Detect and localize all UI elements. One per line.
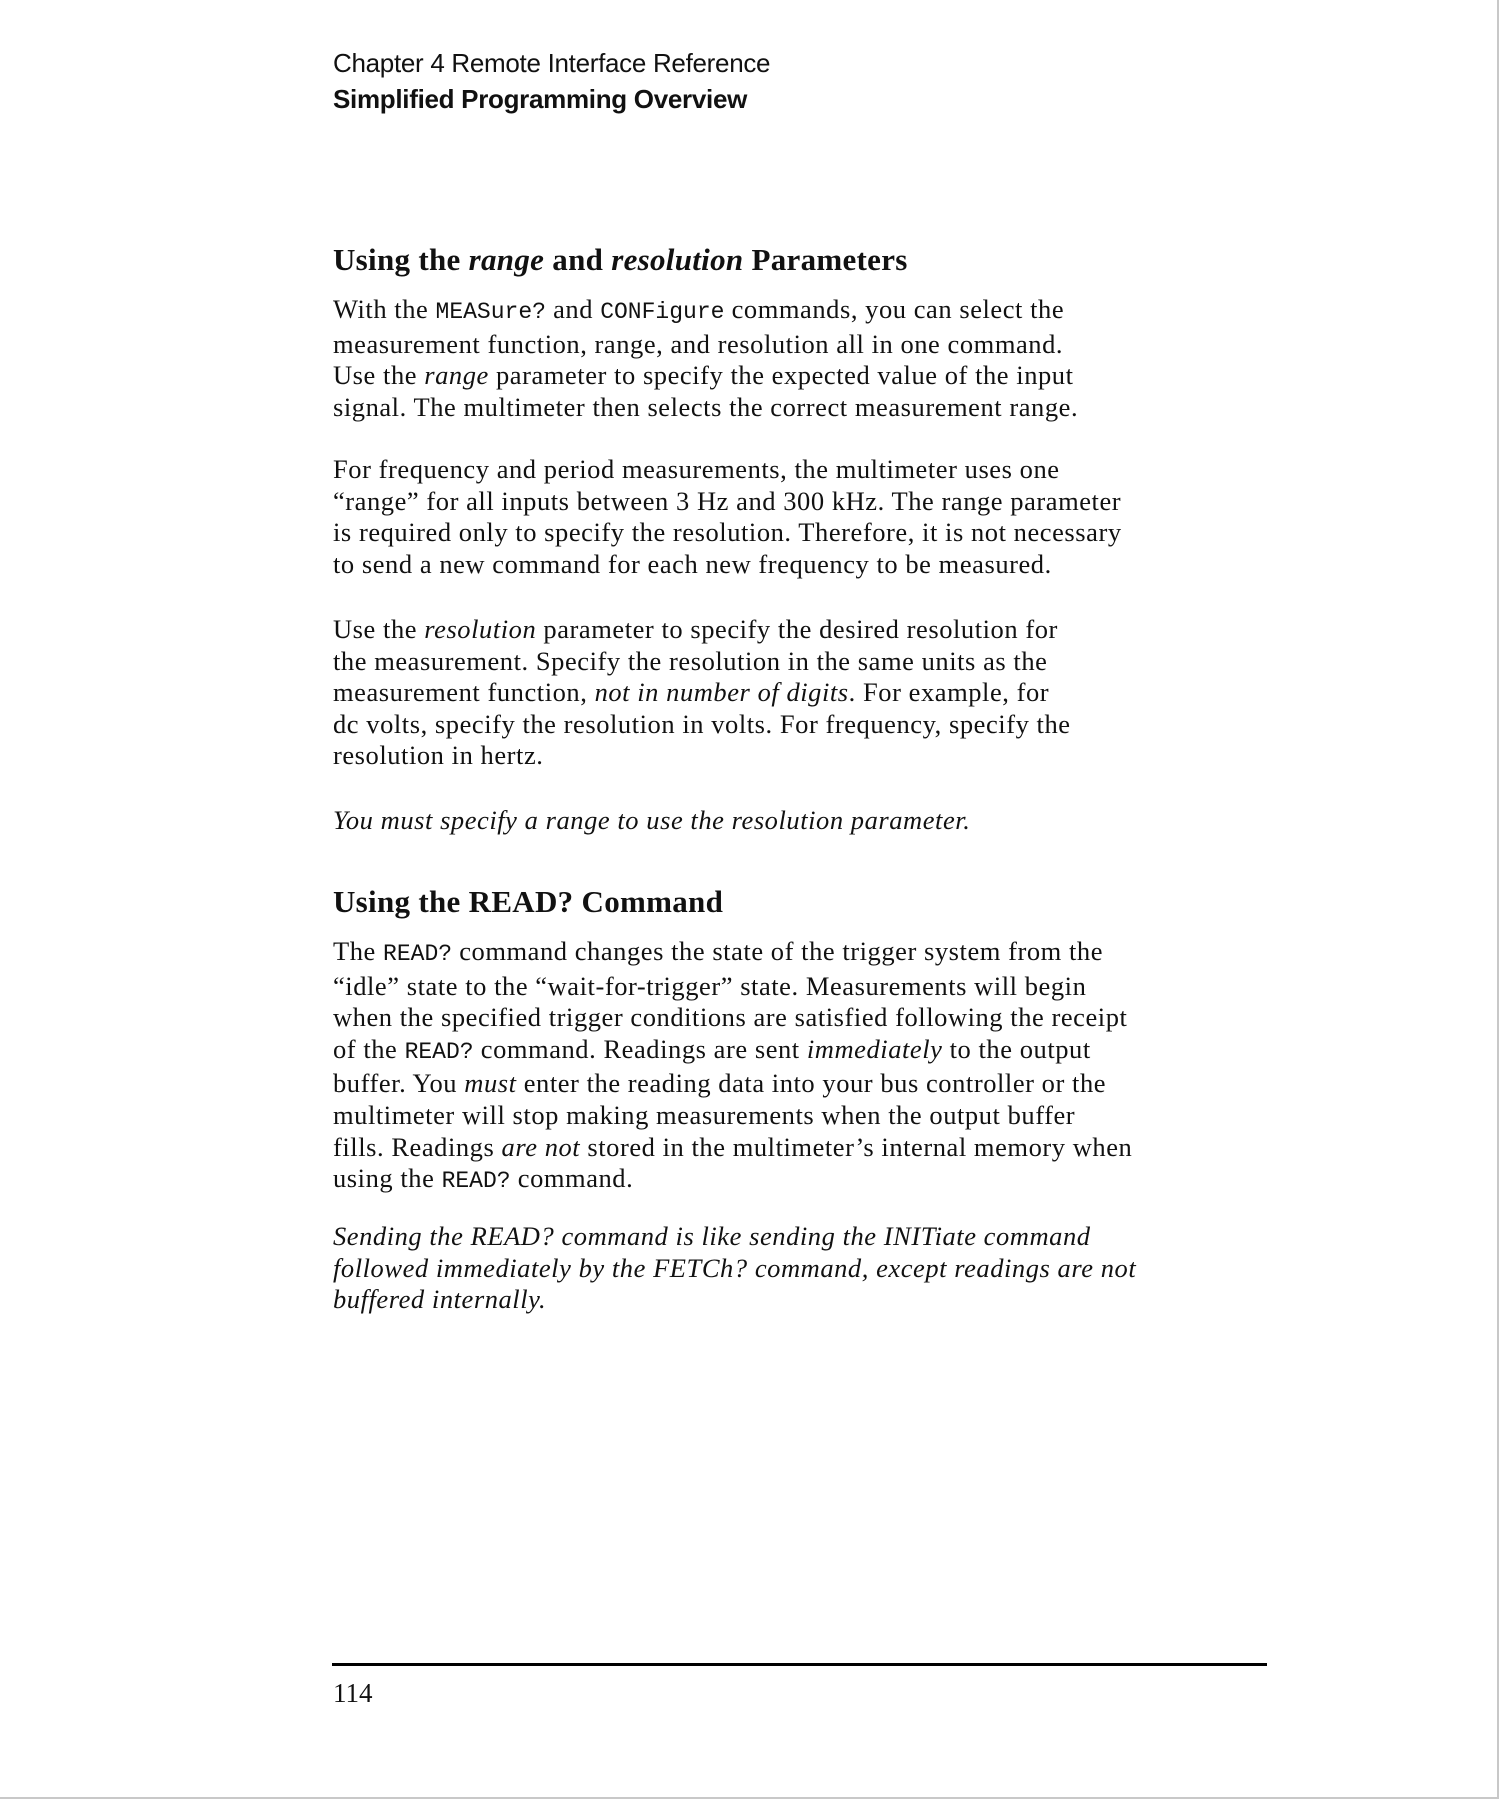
heading-read-command: [333, 884, 723, 920]
text-run: buffer. You: [333, 1068, 465, 1099]
text-run: measurement function, range, and resolution all in one command.: [333, 328, 1064, 359]
emphasis-text: resolution: [424, 614, 537, 644]
text-run: of the: [333, 1033, 405, 1064]
text-line: [333, 1034, 1132, 1069]
text-run: fills. Readings: [333, 1131, 502, 1162]
emphasis-text: must: [464, 1068, 517, 1099]
text-run: command changes the state of the trigger system from the: [452, 936, 1104, 966]
text-line: [333, 360, 1078, 392]
text-line: [333, 936, 1132, 971]
text-run: For frequency and period measurements, the multimeter uses one: [333, 454, 1060, 484]
text-line: [333, 1253, 1136, 1285]
emphasis-text: range: [424, 360, 489, 391]
text-run: the measurement. Specify the resolution in the same units as the: [333, 645, 1048, 676]
text-run: Use the: [333, 360, 425, 391]
text-line: [333, 454, 1122, 486]
text-line: [333, 1002, 1132, 1034]
text-run: when the specified trigger conditions are satisfied following the receipt: [333, 1002, 1128, 1033]
emphasis-text: are not: [501, 1131, 581, 1162]
text-run: stored in the multimeter’s internal memory when: [580, 1131, 1133, 1162]
text-line: [333, 517, 1122, 549]
text-run: is required only to specify the resolution. Therefore, it is not necessary: [333, 517, 1122, 548]
emphasis-text: Sending the READ? command is like sending the INITiate command: [333, 1221, 1091, 1251]
text-run: multimeter will stop making measurements when the output buffer: [333, 1099, 1076, 1130]
heading-range-resolution: [333, 242, 908, 278]
command-code: READ?: [404, 1038, 474, 1065]
command-code: MEASure?: [435, 299, 546, 325]
text-run: “idle” state to the “wait-for-trigger” state. Measurements will begin: [333, 970, 1087, 1001]
note-italic: [333, 1221, 1136, 1316]
text-run: to the output: [942, 1033, 1091, 1064]
emphasis-text: not in number of digits: [594, 677, 849, 708]
emphasis-text: immediately: [806, 1033, 943, 1064]
text-line: [333, 1068, 1132, 1100]
text-line: [333, 709, 1071, 741]
text-run: resolution in hertz.: [333, 740, 544, 771]
text-run: signal. The multimeter then selects the correct measurement range.: [333, 391, 1079, 422]
text-line: [333, 1132, 1132, 1164]
text-line: [333, 1221, 1136, 1253]
paragraph: [333, 936, 1132, 1198]
text-run: dc volts, specify the resolution in volts. For frequency, specify the: [333, 708, 1071, 739]
paragraph: [333, 294, 1078, 423]
text-run: The: [333, 936, 384, 966]
text-run: “range” for all inputs between 3 Hz and 300 kHz. The range parameter: [333, 485, 1122, 516]
text-run: parameter to specify the desired resolution for: [536, 614, 1058, 644]
text-line: [333, 805, 970, 837]
text-line: [333, 1163, 1132, 1198]
text-run: Using the: [333, 242, 469, 277]
emphasis-text: range: [468, 242, 545, 277]
text-line: [333, 392, 1078, 424]
text-run: command. Readings are sent: [473, 1033, 807, 1064]
text-line: [333, 614, 1071, 646]
text-line: [333, 646, 1071, 678]
page-number: 114: [333, 1678, 373, 1708]
text-run: command.: [510, 1163, 634, 1194]
note-italic: [333, 805, 970, 837]
text-run: With the: [333, 294, 436, 324]
emphasis-text: followed immediately by the FETCh? command, except readings are not: [333, 1252, 1137, 1283]
text-run: Using the READ? Command: [333, 884, 724, 919]
text-run: using the: [333, 1163, 442, 1194]
text-line: [333, 677, 1071, 709]
emphasis-text: resolution: [611, 242, 744, 277]
command-code: READ?: [441, 1168, 511, 1195]
text-line: [333, 1284, 1136, 1316]
text-run: Parameters: [743, 242, 908, 277]
text-line: [333, 971, 1132, 1003]
text-run: measurement function,: [333, 677, 595, 708]
text-line: [333, 486, 1122, 518]
section-header: Simplified Programming Overview: [333, 84, 748, 114]
footer-rule: [332, 1663, 1267, 1666]
text-run: and: [544, 242, 612, 277]
text-run: . For example, for: [848, 677, 1050, 708]
text-run: and: [545, 294, 601, 324]
command-code: READ?: [383, 941, 453, 967]
text-run: parameter to specify the expected value of the input: [488, 360, 1074, 391]
text-line: [333, 1100, 1132, 1132]
text-run: commands, you can select the: [724, 294, 1065, 324]
emphasis-text: You must specify a range to use the resolution parameter.: [333, 805, 971, 835]
emphasis-text: buffered internally.: [333, 1284, 547, 1315]
chapter-header: Chapter 4 Remote Interface Reference: [333, 48, 771, 78]
paragraph: [333, 454, 1122, 580]
text-line: [333, 740, 1071, 772]
text-line: [333, 294, 1078, 329]
text-line: [333, 549, 1122, 581]
text-line: [333, 329, 1078, 361]
command-code: CONFigure: [600, 299, 725, 325]
text-run: enter the reading data into your bus controller or the: [516, 1068, 1107, 1099]
text-run: Use the: [333, 614, 425, 644]
paragraph: [333, 614, 1071, 772]
text-run: to send a new command for each new frequency to be measured.: [333, 548, 1052, 579]
